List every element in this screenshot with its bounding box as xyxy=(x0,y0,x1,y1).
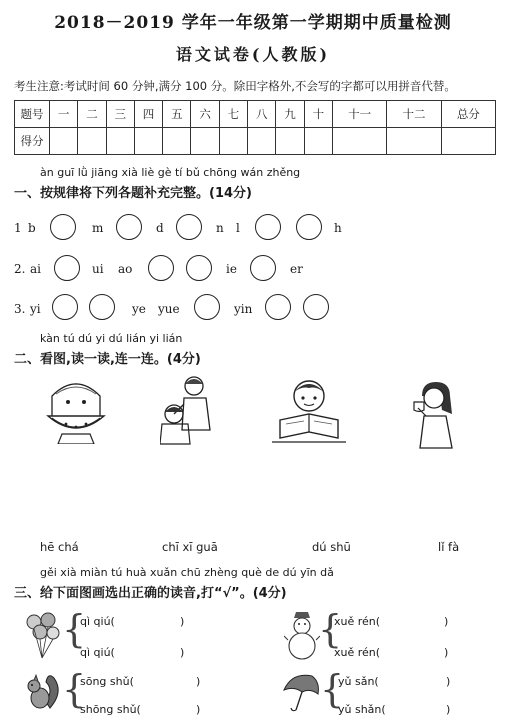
score-table-header-cell: 六 xyxy=(191,101,219,128)
score-cell[interactable] xyxy=(387,128,441,155)
score-cell[interactable] xyxy=(332,128,386,155)
girl-eating-watermelon-image xyxy=(42,378,110,444)
q1-letter: l xyxy=(236,221,240,235)
brace: { xyxy=(318,607,343,651)
q1-letter: yi xyxy=(30,302,41,316)
score-table-header-cell: 四 xyxy=(134,101,162,128)
score-table-header-cell: 二 xyxy=(78,101,106,128)
squirrel-icon xyxy=(24,672,62,712)
score-cell[interactable] xyxy=(78,128,106,155)
score-table-header-cell: 九 xyxy=(276,101,304,128)
answer-circle[interactable] xyxy=(255,214,281,240)
option-label[interactable]: xuě rén( xyxy=(334,646,381,659)
q1-line3-num: 3. xyxy=(14,302,26,316)
score-table-header-cell: 八 xyxy=(248,101,276,128)
exam-title: 2018－2019 学年一年级第一学期期中质量检测 xyxy=(54,13,452,33)
q1-letter: ye xyxy=(132,302,146,316)
q3-title: 三、给下面图画选出正确的读音,打“√”。(4分) xyxy=(14,586,287,601)
option-label[interactable]: yǔ shǎn( xyxy=(338,703,386,716)
q1-letter: yin xyxy=(234,302,253,316)
option-close: ) xyxy=(196,703,201,716)
score-table-header-cell: 五 xyxy=(163,101,191,128)
score-cell[interactable] xyxy=(276,128,304,155)
answer-circle[interactable] xyxy=(296,214,322,240)
option-close: ) xyxy=(444,646,449,659)
score-table-header-cell: 一 xyxy=(50,101,78,128)
brace: { xyxy=(320,667,345,711)
answer-circle[interactable] xyxy=(265,294,291,320)
score-cell[interactable] xyxy=(163,128,191,155)
answer-circle[interactable] xyxy=(89,294,115,320)
option-close: ) xyxy=(196,675,201,688)
score-table-header-row xyxy=(15,101,496,128)
q1-letter: d xyxy=(156,221,164,235)
score-table-header-cell: 十一 xyxy=(332,101,386,128)
option-label[interactable]: sōng shǔ( xyxy=(80,675,134,688)
score-table-header-cell: 七 xyxy=(219,101,247,128)
score-table-header-cell: 三 xyxy=(106,101,134,128)
option-label[interactable]: yǔ sǎn( xyxy=(338,675,379,688)
snowman-icon xyxy=(284,610,320,662)
score-table-label: 得分 xyxy=(15,128,50,155)
q1-letter: ao xyxy=(118,262,133,276)
answer-circle[interactable] xyxy=(250,255,276,281)
q1-line2-num: 2. xyxy=(14,262,26,276)
answer-circle[interactable] xyxy=(176,214,202,240)
q2-title: 二、看图,读一读,连一连。(4分) xyxy=(14,352,201,367)
score-cell[interactable] xyxy=(219,128,247,155)
q1-letter: m xyxy=(92,221,104,235)
answer-circle[interactable] xyxy=(50,214,76,240)
score-cell[interactable] xyxy=(50,128,78,155)
score-table-header-cell: 总分 xyxy=(441,101,495,128)
option-label[interactable]: qì qiú( xyxy=(80,646,115,659)
q1-line1-num: 1 xyxy=(14,221,22,235)
score-table-header-cell: 十 xyxy=(304,101,332,128)
exam-subtitle: 语文试卷(人教版) xyxy=(175,45,331,64)
answer-circle[interactable] xyxy=(116,214,142,240)
score-cell[interactable] xyxy=(441,128,495,155)
answer-circle[interactable] xyxy=(54,255,80,281)
score-table xyxy=(14,100,496,155)
option-label[interactable]: qì qiú( xyxy=(80,615,115,628)
q3-pinyin: gěi xià miàn tú huà xuǎn chū zhèng què de dú yīn dǎ xyxy=(40,566,334,579)
q1-letter: yue xyxy=(158,302,180,316)
q2-word: chī xī guā xyxy=(162,540,218,554)
exam-notice: 考生注意:考试时间 60 分钟,满分 100 分。除田字格外,不会写的字都可以用拼音代替。 xyxy=(14,79,456,93)
score-cell[interactable] xyxy=(248,128,276,155)
brace: { xyxy=(62,667,87,711)
boy-reading-book-image xyxy=(272,378,346,444)
score-cell[interactable] xyxy=(134,128,162,155)
score-table-label: 题号 xyxy=(15,101,50,128)
option-label[interactable]: xuě rén( xyxy=(334,615,381,628)
girl-drinking-tea-image xyxy=(410,380,456,450)
brace: { xyxy=(62,607,87,651)
option-close: ) xyxy=(180,615,185,628)
balloons-icon xyxy=(24,612,62,662)
answer-circle[interactable] xyxy=(148,255,174,281)
score-cell[interactable] xyxy=(304,128,332,155)
option-close: ) xyxy=(180,646,185,659)
score-table-header-cell: 十二 xyxy=(387,101,441,128)
q1-pinyin: àn guī lǜ jiāng xià liè gè tí bǔ chōng wán zhěng xyxy=(40,166,301,179)
q1-letter: h xyxy=(334,221,342,235)
q1-letter: er xyxy=(290,262,303,276)
score-cell[interactable] xyxy=(191,128,219,155)
barber-cutting-hair-image xyxy=(160,374,218,446)
answer-circle[interactable] xyxy=(194,294,220,320)
answer-circle[interactable] xyxy=(186,255,212,281)
q2-word: dú shū xyxy=(312,540,351,554)
answer-circle[interactable] xyxy=(52,294,78,320)
q1-title: 一、按规律将下列各题补充完整。(14分) xyxy=(14,186,252,201)
answer-circle[interactable] xyxy=(303,294,329,320)
option-close: ) xyxy=(446,675,451,688)
q2-word: lǐ fà xyxy=(438,540,460,554)
q1-letter: n xyxy=(216,221,224,235)
score-cell[interactable] xyxy=(106,128,134,155)
q1-letter: b xyxy=(28,221,36,235)
q1-letter: ai xyxy=(30,262,41,276)
umbrella-icon xyxy=(282,672,322,712)
q1-letter: ie xyxy=(226,262,237,276)
option-close: ) xyxy=(446,703,451,716)
option-close: ) xyxy=(444,615,449,628)
option-label[interactable]: shōng shǔ( xyxy=(80,703,141,716)
q2-pinyin: kàn tú dú yi dú lián yi lián xyxy=(40,332,183,345)
q1-letter: ui xyxy=(92,262,104,276)
score-table-score-row xyxy=(15,128,496,155)
q2-word: hē chá xyxy=(40,540,79,554)
